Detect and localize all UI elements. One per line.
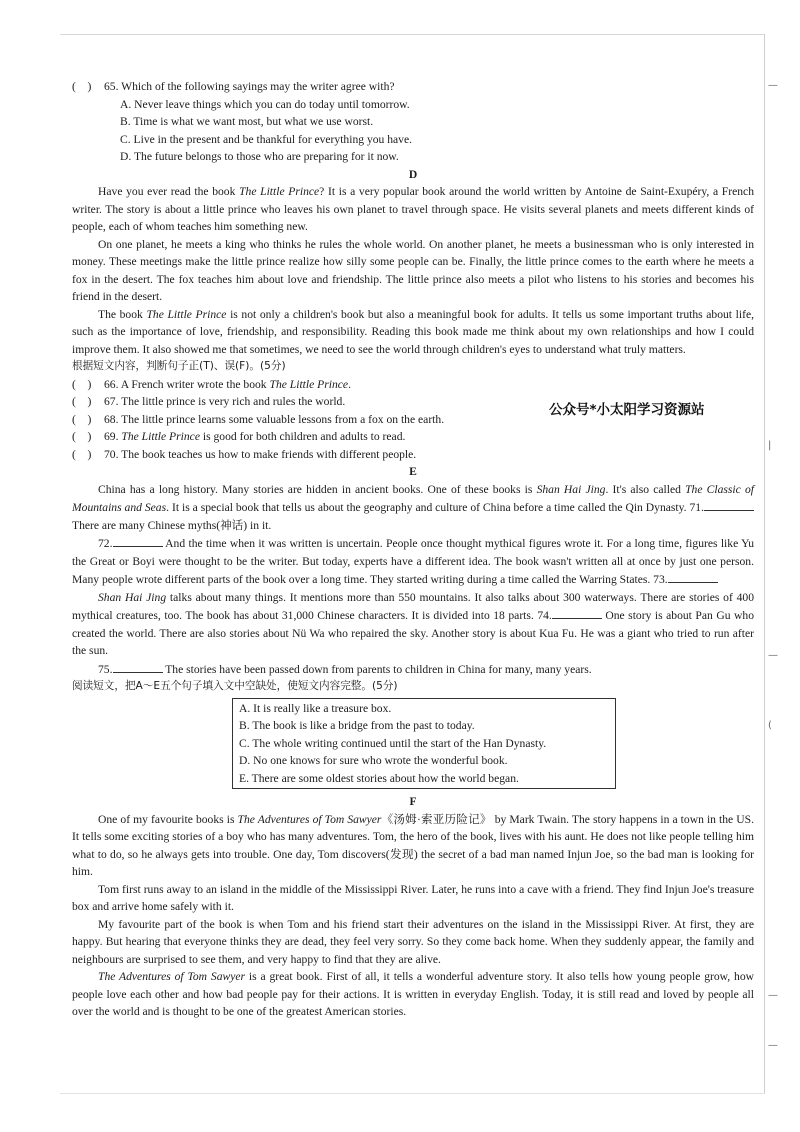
- option-c: C. Live in the present and be thankful for everything you have.: [120, 132, 413, 146]
- question-stem: 65. Which of the following sayings may the writer agree with?: [104, 80, 395, 93]
- option-b: B. Time is what we want most, but what we use worst.: [120, 115, 374, 128]
- exam-page: [72, 78, 754, 1021]
- answer-bracket[interactable]: ( ): [72, 412, 92, 426]
- passage-d-paragraph-2: On one planet, he meets a king who thinks he rules the whole world. On another planet, he meets a businessman who is only interested in money. These meetings make the little prince realize how silly some people can be. Finally, the little prince comes to the earth where he meets a fox in the desert. The fox teaches him about love and friendship. The little prince also meets a pilot who listens to his stories and becomes his friend in the desert.: [72, 237, 754, 303]
- passage-f-paragraph-3: My favourite part of the book is when Tom and his friend start their adventures on the island in the Mississippi River. At first, they are happy. But hearing that everyone thinks they are dead, they feel very sorry. So they come back home. When they suddenly appear, the family and neighbours are surprised to see them, and very happy to find that they are alive.: [72, 917, 754, 966]
- option-d: D. The future belongs to those who are preparing for it now.: [120, 150, 399, 163]
- passage-f-paragraph-2: Tom first runs away to an island in the middle of the Mississippi River. Later, he runs into a cave with a friend. They find Injun Joe's treasure box and arrive home safely with it.: [72, 882, 754, 913]
- option-e: E. There are some oldest stories about how the world began.: [239, 771, 519, 785]
- option-c: C. The whole writing continued until the start of the Han Dynasty.: [239, 736, 547, 750]
- option-a: A. It is really like a treasure box.: [239, 701, 392, 715]
- option-b: B. The book is like a bridge from the past to today.: [239, 719, 475, 732]
- options-box: [232, 698, 616, 790]
- option-d: D. No one knows for sure who wrote the wonderful book.: [239, 754, 508, 767]
- question-67: ( ) 67. The little prince is very rich and rules the world.: [72, 393, 754, 411]
- section-d-heading: D: [408, 167, 418, 181]
- section-e-heading: E: [409, 465, 417, 478]
- blank-75[interactable]: [113, 660, 163, 673]
- margin-mark: —: [768, 650, 778, 661]
- book-title: The Little Prince: [239, 185, 320, 198]
- answer-bracket[interactable]: ( ): [72, 395, 92, 408]
- scan-edge-right: [764, 34, 765, 1094]
- passage-e-paragraph-4: 75. The stories have been passed down from parents to children in China for many, many years.: [72, 660, 754, 679]
- margin-mark: —: [768, 80, 778, 91]
- option-a: A. Never leave things which you can do today until tomorrow.: [120, 97, 410, 111]
- watermark: 公众号*小太阳学习资源站: [549, 402, 705, 418]
- scan-edge-bottom: [60, 1093, 765, 1094]
- margin-mark: —: [768, 1040, 778, 1051]
- scan-edge-top: [60, 34, 765, 35]
- section-e-instruction: 阅读短文，把A～E五个句子填入文中空缺处，使短文内容完整。(5分): [72, 680, 398, 692]
- passage-e-paragraph-1: China has a long history. Many stories are hidden in ancient books. One of these books is Shan Hai Jing. It's also called The Classic of Mountains and Seas. It is a special book that tells us about the geography and culture of China before a time called the Qin Dynasty. 71. There are many Chinese myths(神话) in it.: [72, 482, 754, 532]
- section-f-heading: F: [409, 795, 417, 808]
- blank-72[interactable]: [113, 534, 163, 547]
- question-65: [72, 78, 754, 96]
- question-70: ( ) 70. The book teaches us how to make friends with different people.: [72, 446, 754, 464]
- binding-margin-marks: [768, 60, 792, 1080]
- passage-d-paragraph-1: Have you ever read the book The Little Prince? It is a very popular book around the world written by Antoine de Saint-Exupéry, a French writer. The story is about a little prince who leaves his own planet to travel through space. He visits several planets and meets different kinds of people, each of whom teaches him something new.: [72, 185, 754, 233]
- answer-bracket[interactable]: ( ): [72, 430, 92, 443]
- blank-74[interactable]: [552, 606, 602, 619]
- answer-bracket[interactable]: ( ): [72, 447, 92, 461]
- passage-e-paragraph-2: 72. And the time when it was written is uncertain. People once thought mythical figures wrote it. For a long time, figures like Yu the Great or Boyi were thought to be the writer. But today, experts have a different idea. The book wasn't written all at once by just one person. Many people wrote different parts of the book over a long time. They started writing during a time called the Warring States. 73.: [72, 534, 754, 589]
- answer-bracket[interactable]: ( ): [72, 80, 92, 93]
- passage-d-paragraph-3: The book The Little Prince is not only a children's book but also a meaningful book for adults. It tells us some important truths about life, such as the importance of love, friendship, and responsibility. Reading this book made me think about my own relationships and how I could improve them. It also showed me that sometimes, we need to see the world through children's eyes to understand what truly matters.: [72, 307, 754, 356]
- question-69: ( ) 69. The Little Prince is good for both children and adults to read.: [72, 428, 754, 446]
- blank-71[interactable]: [704, 498, 754, 511]
- margin-mark: —: [768, 990, 778, 1001]
- answer-bracket[interactable]: ( ): [72, 377, 92, 391]
- question-66: ( ) 66. A French writer wrote the book The Little Prince.: [72, 376, 754, 394]
- passage-f-paragraph-1: One of my favourite books is The Adventures of Tom Sawyer《汤姆·索亚历险记》 by Mark Twain. The story happens in a town in the US. It tells some exciting stories of a boy who has many adventures. Tom, the hero of the book, lives with his aunt. He does not like people telling him what to do, so he always gets into trouble. One day, Tom discovers(发现) the secret of a bad man named Injun Joe, so the bad man is looking for him.: [72, 812, 754, 878]
- margin-mark: |: [768, 440, 772, 451]
- book-title: The Little Prince: [146, 307, 227, 321]
- question-68: ( ) 68. The little prince learns some valuable lessons from a fox on the earth.: [72, 411, 754, 429]
- passage-f-paragraph-4: The Adventures of Tom Sawyer is a great book. First of all, it tells a wonderful adventure story. It also tells how young people grow, how people love each other and how bad people pay for their actions. It is written in everyday English. Today, it is still read and loved by people all over the world and is thought to be one of the greatest American stories.: [72, 970, 754, 1018]
- passage-e-paragraph-3: Shan Hai Jing talks about many things. It mentions more than 550 mountains. It also talks about 300 waterways. There are stories of 400 mythical creatures, too. The book has about 31,000 Chinese characters. It is divided into 18 parts. 74. One story is about Pan Gu who created the world. There are also stories about Nü Wa who repaired the sky. Another story is about Kua Fu. He was a giant who tried to run after the sun.: [72, 590, 754, 657]
- section-d-instruction: 根据短文内容，判断句子正(T)、误(F)。(5分): [72, 360, 286, 372]
- margin-mark: (: [768, 720, 772, 731]
- blank-73[interactable]: [668, 570, 718, 583]
